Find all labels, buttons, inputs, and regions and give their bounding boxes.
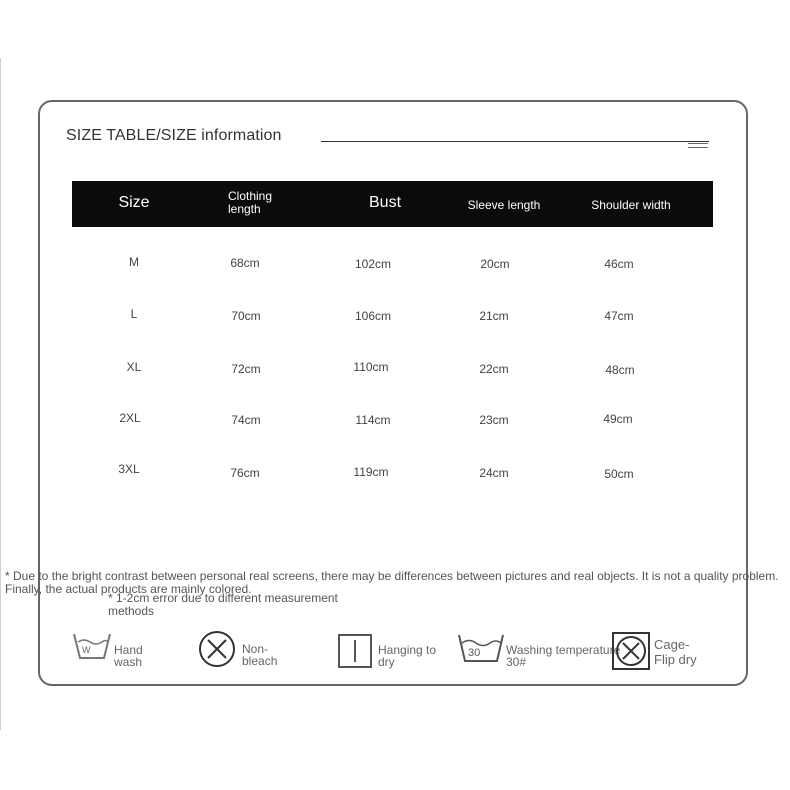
table-cell-shoulder: 47cm <box>604 309 634 323</box>
table-cell-shoulder: 49cm <box>603 412 633 426</box>
cage-flip-dry-label <box>654 637 697 667</box>
table-cell-bust: 114cm <box>355 413 391 427</box>
table-cell-shoulder: 50cm <box>604 467 634 481</box>
table-cell-size: 3XL <box>118 462 140 476</box>
hand-wash-label-line2: wash <box>114 655 143 669</box>
table-cell-shoulder: 46cm <box>604 257 634 271</box>
table-cell-sleeve: 20cm <box>480 257 510 271</box>
table-cell-shoulder: 48cm <box>605 363 635 377</box>
washing-temperature-label-line2: 30# <box>506 655 527 669</box>
non-bleach-label-line2: bleach <box>242 654 278 668</box>
non-bleach-label <box>242 643 277 667</box>
table-cell-bust: 106cm <box>354 309 392 323</box>
hanging-dry-label-line1: Hanging to <box>378 643 437 657</box>
non-bleach-label-line1: Non- <box>242 642 269 656</box>
table-cell-bust: 110cm <box>353 360 389 374</box>
table-cell-sleeve: 24cm <box>479 466 509 480</box>
header-clothing-length-line1: Clothing <box>227 189 273 203</box>
washing-temperature-symbol: 30 <box>468 647 481 659</box>
table-cell-size: XL <box>126 360 142 374</box>
table-cell-sleeve: 22cm <box>479 362 509 376</box>
page-title: SIZE TABLE/SIZE information <box>66 127 282 144</box>
cage-flip-dry-label-line1: Cage- <box>654 637 690 652</box>
header-clothing-length-line2: length <box>227 202 261 216</box>
cage-flip-dry-icon <box>612 632 650 670</box>
hanging-dry-icon <box>338 634 372 668</box>
title-divider <box>321 141 709 142</box>
hand-wash-icon <box>72 632 112 662</box>
table-cell-sleeve: 23cm <box>479 413 509 427</box>
disclaimer-note: * Due to the bright contrast between personal real screens, there may be differences between pictures and real objects. It is not a quality problem. Finally, the actual products are mainly colored. <box>5 569 779 596</box>
table-cell-length: 68cm <box>230 256 260 270</box>
measurement-note: * 1-2cm error due to different measurement methods <box>108 591 338 618</box>
table-cell-length: 70cm <box>231 309 261 323</box>
washing-temperature-label-line1: Washing temperature <box>506 643 621 657</box>
hand-wash-symbol: W <box>82 645 91 655</box>
header-shoulder-width: Shoulder width <box>591 198 671 212</box>
table-cell-bust: 119cm <box>353 465 389 479</box>
hanging-dry-label <box>378 644 436 668</box>
hand-wash-label <box>114 644 143 668</box>
hanging-dry-label-line2: dry <box>378 655 395 669</box>
size-table-header <box>72 181 713 227</box>
menu-icon <box>688 143 708 152</box>
header-clothing-length <box>228 190 272 216</box>
table-cell-length: 74cm <box>231 413 261 427</box>
table-cell-bust: 102cm <box>354 257 392 271</box>
washing-temperature-label <box>506 644 620 668</box>
hand-wash-label-line1: Hand <box>114 643 143 657</box>
washing-temperature-icon <box>457 633 505 665</box>
table-cell-length: 72cm <box>231 362 261 376</box>
header-size: Size <box>118 194 150 211</box>
table-cell-size: 2XL <box>119 411 141 425</box>
table-cell-sleeve: 21cm <box>479 309 509 323</box>
header-bust: Bust <box>368 194 402 211</box>
cage-flip-dry-label-line2: Flip dry <box>654 652 697 667</box>
table-cell-size: L <box>130 307 138 321</box>
left-edge-line <box>0 58 1 730</box>
header-sleeve-length: Sleeve length <box>467 198 541 212</box>
table-cell-size: M <box>129 255 139 269</box>
table-cell-length: 76cm <box>230 466 260 480</box>
non-bleach-icon <box>198 630 236 668</box>
